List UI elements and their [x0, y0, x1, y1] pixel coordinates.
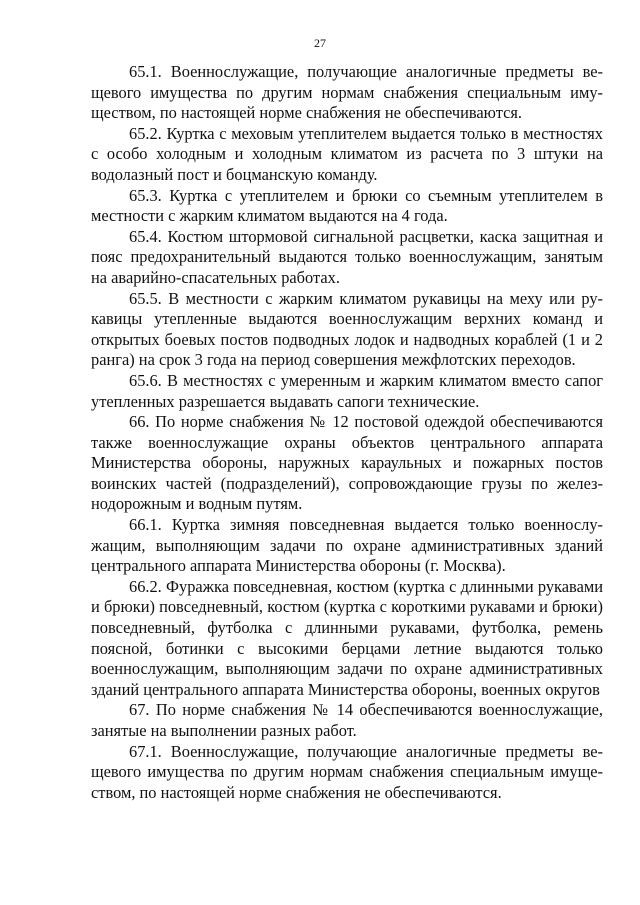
- paragraph-65-3: 65.3. Куртка с утеплителем и брюки со съемным утеплителем в местности с жарким климатом выдаются на 4 года.: [91, 185, 603, 226]
- paragraph-65-4: 65.4. Костюм штормовой сигнальной расцветки, каска защитная и пояс предохранительный выдаются только военнослужащим, занятым на аварийно-спасательных работах.: [91, 226, 603, 287]
- paragraph-66-1: 66.1. Куртка зимняя повседневная выдается только военнослужащим, выполняющим задачи по охране административных зданий центрального аппарата Министерства обороны (г. Москва).: [91, 515, 603, 576]
- paragraph-65-1: 65.1. Военнослужащие, получающие аналогичные предметы вещевого имущества по другим нормам снабжения специальным имуществом, по настоящей норме снабжения не обеспечиваются.: [91, 62, 603, 123]
- paragraph-65-6: 65.6. В местностях с умеренным и жарким климатом вместо сапог утепленных разрешается выдавать сапоги технические.: [91, 370, 603, 411]
- document-body: [91, 62, 603, 803]
- page-number: 27: [314, 36, 326, 50]
- paragraph-67-1: 67.1. Военнослужащие, получающие аналогичные предметы вещевого имущества по другим нормам снабжения специальным имуществом, по настоящей норме снабжения не обеспечиваются.: [91, 741, 603, 802]
- paragraph-66: 66. По норме снабжения № 12 постовой одеждой обеспечиваются также военнослужащие охраны объектов центрального аппарата Министерства обороны, наружных караульных и пожарных постов воинских частей (подразделений), сопровождающие грузы по железнодорожным и водным путям.: [91, 412, 603, 514]
- paragraph-66-2: 66.2. Фуражка повседневная, костюм (куртка с длинными рукавами и брюки) повседневный, костюм (куртка с короткими рукавами и брюки) повседневный, футболка с длинными рукавами, футболка, ремень поясной, ботинки с высокими берцами летние выдаются только военнослужащим, выполняющим задачи по охране административных зданий центрального аппарата Министерства обороны, военных округов: [91, 576, 603, 699]
- paragraph-65-2: 65.2. Куртка с меховым утеплителем выдается только в местностях с особо холодным и холодным климатом из расчета по 3 штуки на водолазный пост и боцманскую команду.: [91, 123, 603, 184]
- paragraph-65-5: 65.5. В местности с жарким климатом рукавицы на меху или рукавицы утепленные выдаются военнослужащим верхних команд и открытых боевых постов подводных лодок и надводных кораблей (1 и 2 ранга) на срок 3 года на период совершения межфлотских переходов.: [91, 288, 603, 370]
- paragraph-67: 67. По норме снабжения № 14 обеспечиваются военнослужащие, занятые на выполнении разных работ.: [91, 700, 603, 740]
